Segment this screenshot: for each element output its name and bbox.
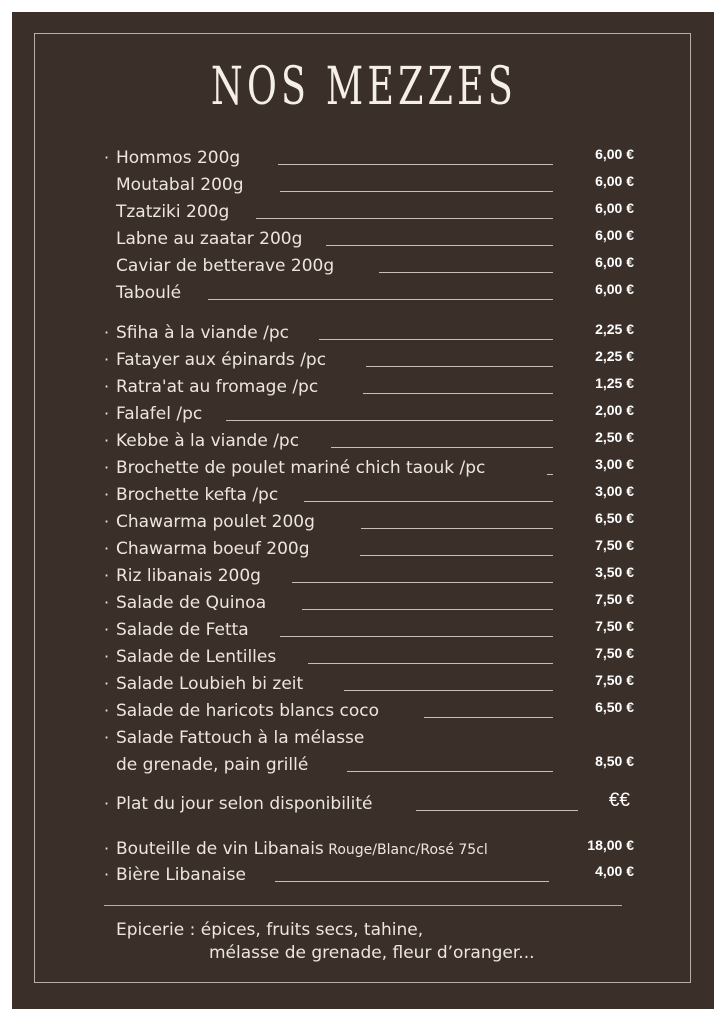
menu-item-name: Tzatziki 200g (116, 202, 230, 222)
dotted-leader-line (226, 420, 553, 421)
menu-item-price: 8,50 € (595, 753, 634, 769)
menu-item (104, 791, 644, 817)
menu-item (104, 836, 644, 862)
menu-item-price: 2,25 € (595, 321, 634, 337)
menu-item (104, 428, 644, 454)
dotted-leader-line (416, 810, 578, 811)
dotted-leader-line (319, 339, 553, 340)
bullet-dot: · (104, 431, 110, 450)
menu-item (104, 590, 644, 616)
menu-item-price: 7,50 € (595, 537, 634, 553)
bullet-dot: · (104, 458, 110, 477)
menu-item-name: de grenade, pain grillé (116, 755, 309, 775)
menu-item (104, 320, 644, 346)
menu-item-price: 3,00 € (595, 456, 634, 472)
menu-item-name: Moutabal 200g (116, 175, 244, 195)
menu-item (104, 253, 644, 279)
menu-item (104, 862, 644, 888)
menu-item-name: Ratra'at au fromage /pc (116, 377, 319, 397)
bullet-dot: · (104, 794, 110, 813)
menu-item-name: Taboulé (116, 283, 182, 303)
bullet-dot: · (104, 620, 110, 639)
menu-item (104, 536, 644, 562)
bullet-dot: · (104, 566, 110, 585)
menu-item (104, 617, 644, 643)
menu-item (104, 280, 644, 306)
menu-item-price: 6,00 € (595, 146, 634, 162)
dotted-leader-line (360, 555, 553, 556)
dotted-leader-line (308, 663, 553, 664)
menu-item-price: 6,50 € (595, 510, 634, 526)
menu-item-name: Falafel /pc (116, 404, 203, 424)
bullet-dot: · (104, 404, 110, 423)
menu-item-name: Brochette kefta /pc (116, 485, 279, 505)
menu-item-price: 2,25 € (595, 348, 634, 364)
dotted-leader-line (363, 393, 553, 394)
bullet-dot: · (104, 701, 110, 720)
bullet-dot: · (104, 865, 110, 884)
bullet-dot: · (104, 593, 110, 612)
menu-item (104, 455, 644, 481)
menu-item-name-suffix: Rouge/Blanc/Rosé 75cl (323, 842, 488, 858)
dotted-leader-line (326, 245, 553, 246)
menu-item-price: 7,50 € (595, 645, 634, 661)
menu-item-price: 6,00 € (595, 227, 634, 243)
menu-item-name: Kebbe à la viande /pc (116, 431, 300, 451)
menu-item-name: Salade Fattouch à la mélasse (116, 728, 365, 748)
dotted-leader-line (280, 191, 553, 192)
menu-item-price: 6,00 € (595, 173, 634, 189)
menu-item (104, 671, 644, 697)
menu-item-price: €€ (608, 790, 630, 811)
dotted-leader-line (208, 299, 553, 300)
menu-item-name: Salade de Lentilles (116, 647, 277, 667)
dotted-leader-line (547, 474, 553, 475)
bullet-dot: · (104, 323, 110, 342)
menu-item (104, 401, 644, 427)
menu-item-name: Riz libanais 200g (116, 566, 261, 586)
bullet-dot: · (104, 350, 110, 369)
menu-item-price: 7,50 € (595, 591, 634, 607)
menu-item-name: Salade Loubieh bi zeit (116, 674, 304, 694)
menu-item (104, 199, 644, 225)
menu-item-price: 1,25 € (595, 375, 634, 391)
menu-item (104, 172, 644, 198)
menu-item-name: Bouteille de vin Libanais Rouge/Blanc/Rosé 75cl (116, 839, 488, 859)
menu-item (104, 347, 644, 373)
menu-item (104, 644, 644, 670)
menu-item-name: Plat du jour selon disponibilité (116, 794, 373, 814)
menu-item-price: 3,50 € (595, 564, 634, 580)
bullet-dot: · (104, 674, 110, 693)
menu-item-price: 6,00 € (595, 200, 634, 216)
dotted-leader-line (256, 218, 553, 219)
menu-item (104, 509, 644, 535)
bullet-dot: · (104, 647, 110, 666)
menu-item (104, 698, 644, 724)
dotted-leader-line (302, 609, 553, 610)
menu-item-name: Sfiha à la viande /pc (116, 323, 289, 343)
menu-item-name: Bière Libanaise (116, 865, 246, 885)
menu-item (104, 752, 644, 778)
bullet-dot: · (104, 728, 110, 747)
menu-item (104, 563, 644, 589)
dotted-leader-line (361, 528, 553, 529)
menu-item-name: Salade de Fetta (116, 620, 249, 640)
menu-item-price: 4,00 € (595, 863, 634, 879)
menu-item-price: 2,00 € (595, 402, 634, 418)
bullet-dot: · (104, 485, 110, 504)
dotted-leader-line (347, 771, 553, 772)
dotted-leader-line (379, 272, 553, 273)
menu-item-price: 18,00 € (587, 837, 634, 853)
menu-item-name: Salade de haricots blancs coco (116, 701, 380, 721)
dotted-leader-line (366, 366, 553, 367)
menu-item (104, 145, 644, 171)
bullet-dot: · (104, 539, 110, 558)
menu-title: NOS MEZZES (210, 57, 518, 117)
menu-item-name: Labne au zaatar 200g (116, 229, 303, 249)
menu-item-name: Caviar de betterave 200g (116, 256, 335, 276)
menu-item (104, 226, 644, 252)
dotted-leader-line (304, 501, 553, 502)
menu-item-name: Fatayer aux épinards /pc (116, 350, 327, 370)
bullet-dot: · (104, 512, 110, 531)
bullet-dot: · (104, 839, 110, 858)
dotted-leader-line (344, 690, 553, 691)
epicerie-note-line-1: Epicerie : épices, fruits secs, tahine, (116, 920, 424, 940)
menu-item (104, 725, 644, 751)
menu-item-name: Chawarma boeuf 200g (116, 539, 310, 559)
dotted-leader-line (331, 447, 553, 448)
menu-item-name: Brochette de poulet mariné chich taouk /pc (116, 458, 486, 478)
bullet-dot: · (104, 148, 110, 167)
menu-item-price: 6,50 € (595, 699, 634, 715)
footer-divider (104, 905, 622, 906)
dotted-leader-line (275, 881, 549, 882)
menu-item-price: 3,00 € (595, 483, 634, 499)
menu-item-name: Salade de Quinoa (116, 593, 267, 613)
menu-item-name: Hommos 200g (116, 148, 241, 168)
menu-item-name: Chawarma poulet 200g (116, 512, 315, 532)
menu-item (104, 374, 644, 400)
epicerie-note-line-2: mélasse de grenade, fleur d’oranger... (209, 943, 535, 963)
bullet-dot: · (104, 377, 110, 396)
dotted-leader-line (424, 717, 553, 718)
dotted-leader-line (280, 636, 553, 637)
menu-item-price: 6,00 € (595, 254, 634, 270)
menu-item (104, 482, 644, 508)
menu-item-price: 7,50 € (595, 618, 634, 634)
dotted-leader-line (292, 582, 553, 583)
menu-item-price: 2,50 € (595, 429, 634, 445)
menu-item-price: 7,50 € (595, 672, 634, 688)
dotted-leader-line (278, 164, 553, 165)
menu-item-price: 6,00 € (595, 281, 634, 297)
